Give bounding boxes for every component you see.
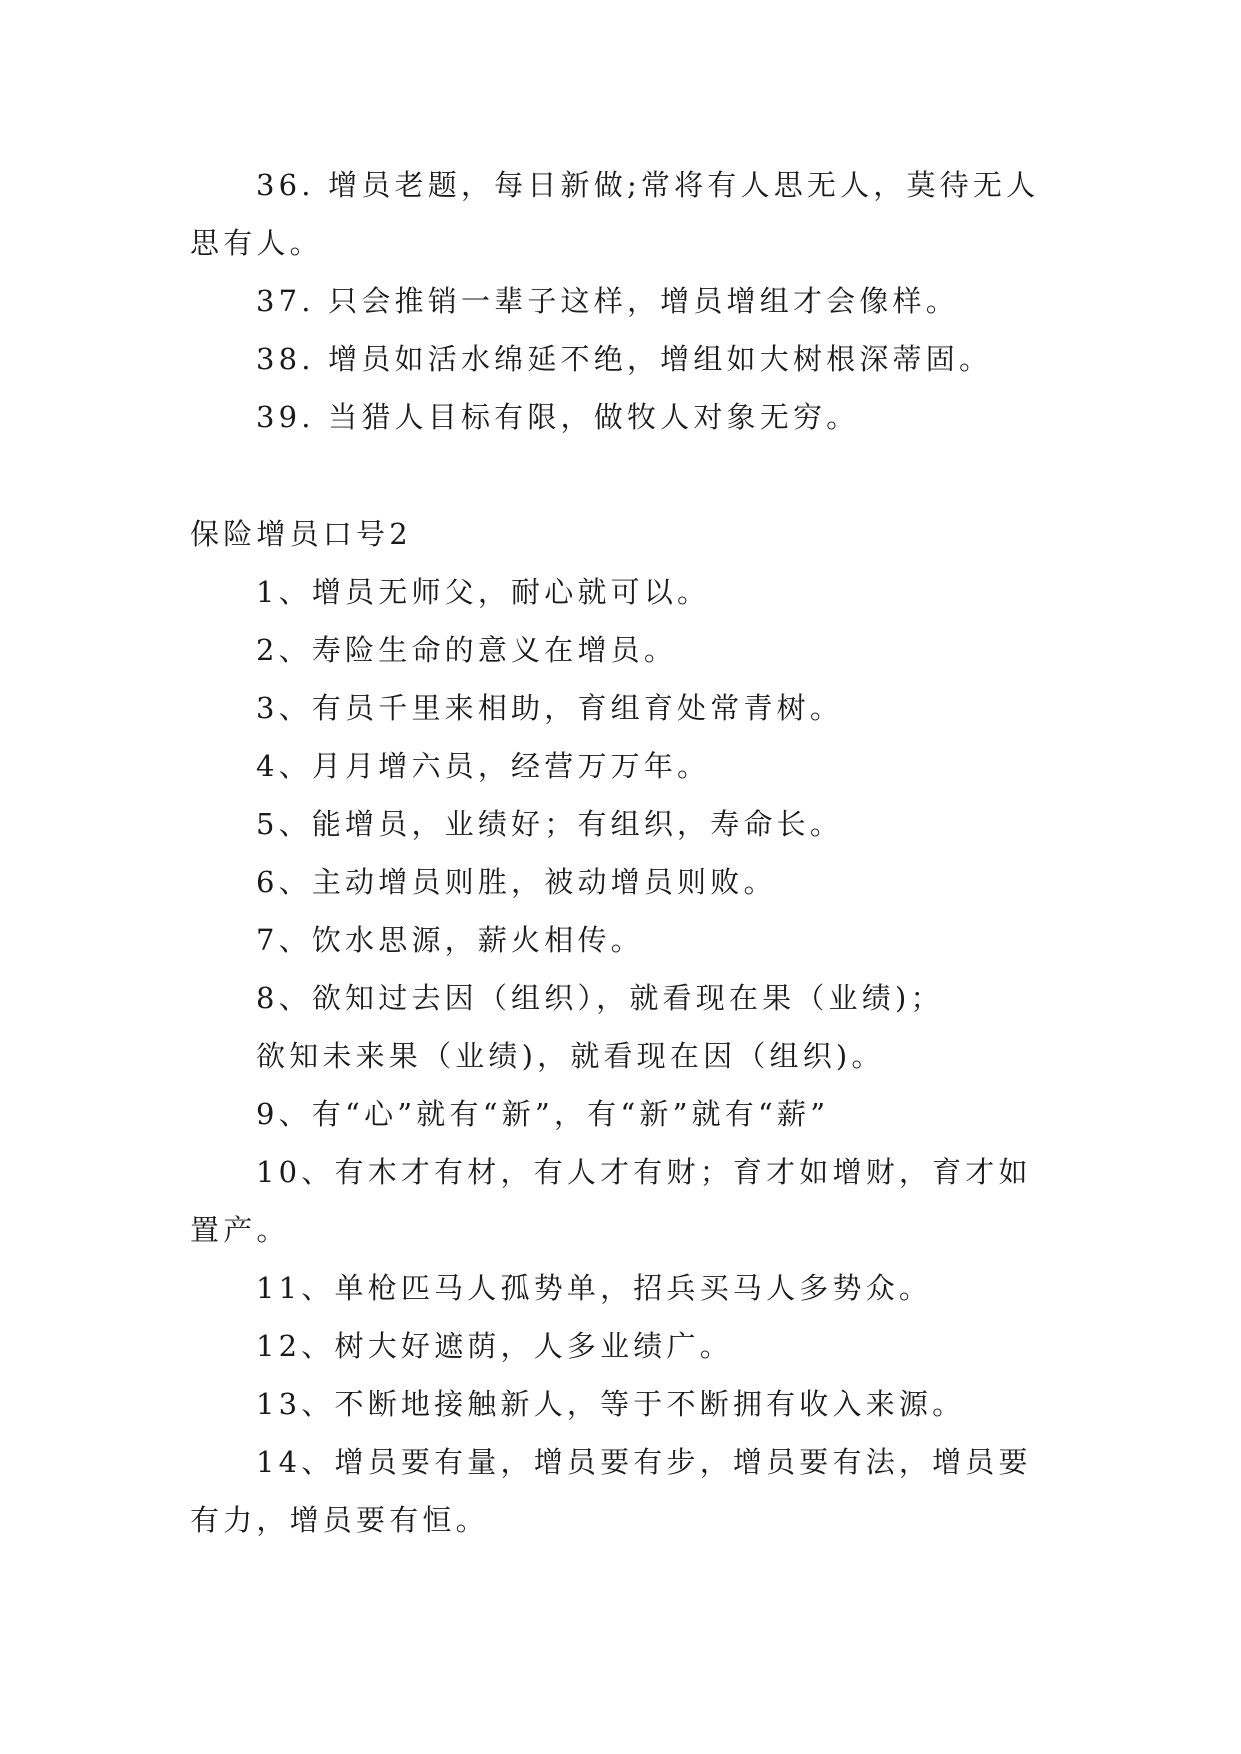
slogan-11: 11、单枪匹马人孤势单，招兵买马人多势众。 [256, 1271, 933, 1305]
slogan-6: 6、主动增员则胜，被动增员则败。 [256, 865, 777, 899]
slogan-8-cont: 欲知未来果（业绩)，就看现在因（组织)。 [256, 1039, 885, 1073]
slogan-8: 8、欲知过去因（组织），就看现在果（业绩)； [256, 981, 944, 1015]
item-36: 36. 增员老题，每日新做;常将有人思无人，莫待无人思有人。 [190, 168, 1040, 260]
slogan-9: 9、有“心”就有“新”，有“新”就有“薪” [256, 1097, 830, 1131]
slogan-3: 3、有员千里来相助，育组育处常青树。 [256, 691, 844, 725]
slogan-7: 7、饮水思源，薪火相传。 [256, 923, 644, 957]
slogan-10: 10、有木才有材，有人才有财；育才如增财，育才如置产。 [190, 1155, 1032, 1247]
slogan-1: 1、增员无师父，耐心就可以。 [256, 575, 711, 609]
item-38: 38. 增员如活水绵延不绝，增组如大树根深蒂固。 [256, 342, 993, 376]
section-title: 保险增员口号2 [190, 517, 412, 551]
slogan-12: 12、树大好遮荫，人多业绩广。 [256, 1329, 733, 1363]
slogan-5: 5、能增员，业绩好；有组织，寿命长。 [256, 807, 844, 841]
slogan-4: 4、月月增六员，经营万万年。 [256, 749, 711, 783]
slogan-2: 2、寿险生命的意义在增员。 [256, 633, 678, 667]
item-37: 37. 只会推销一辈子这样，增员增组才会像样。 [256, 284, 959, 318]
slogan-14: 14、增员要有量，增员要有步，增员要有法，增员要有力，增员要有恒。 [190, 1445, 1032, 1537]
slogan-13: 13、不断地接触新人，等于不断拥有收入来源。 [256, 1387, 966, 1421]
item-39: 39. 当猎人目标有限，做牧人对象无穷。 [256, 400, 860, 434]
